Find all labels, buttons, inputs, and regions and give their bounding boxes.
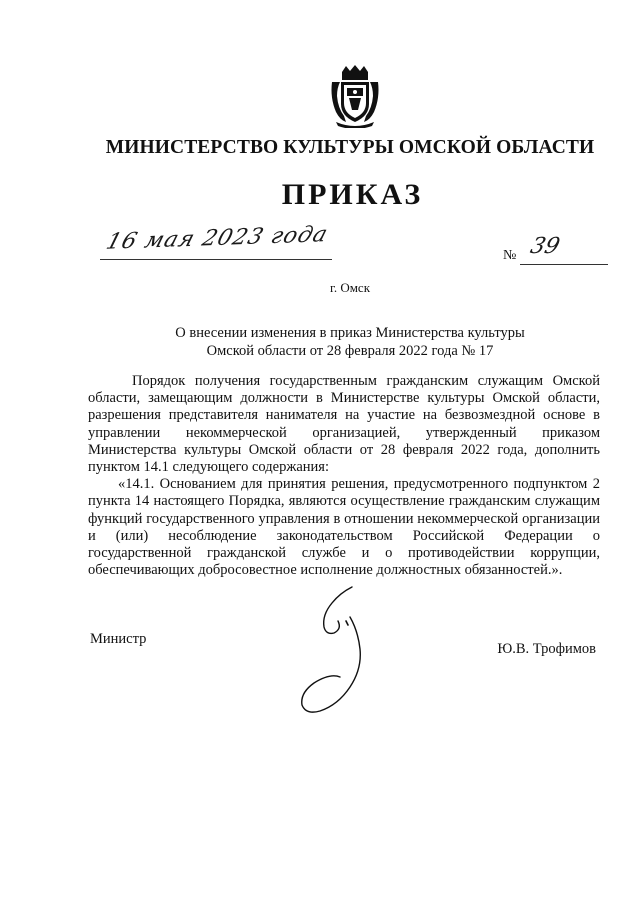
document-type: ПРИКАЗ — [281, 178, 424, 211]
order-subject — [150, 324, 550, 360]
ministry-title: МИНИСТЕРСТВО КУЛЬТУРЫ ОМСКОЙ ОБЛАСТИ — [105, 137, 595, 158]
order-number-label: № — [503, 248, 517, 263]
order-number-handwritten: 39 — [527, 234, 563, 259]
body-paragraph-quote: «14.1. Основанием для принятия решения, предусмотренного подпунктом 2 пункта 14 настоящего Порядка, являются осуществление гражданским служащим функций государственного управления в отношении некоммерческой организации и (или) несоблюдение законодательством Российской Федерации о государственной гражданской службе и о противодействии коррупции, обеспечивающих добросовестное исполнение должностных обязанностей.». — [88, 476, 600, 579]
subject-line: Омской области от 28 февраля 2022 года № 17 — [206, 343, 494, 359]
subject-line: О внесении изменения в приказ Министерства культуры — [175, 325, 525, 341]
order-date-handwritten: 16 мая 2023 года — [103, 222, 332, 255]
signer-position: Министр — [90, 631, 147, 647]
body-paragraph: Порядок получения государственным гражданским служащим Омской области, замещающим должности в Министерстве культуры Омской области, разрешения представителя нанимателя на участие на безвозмездной основе в управлении некоммерческой организацией, утвержденный приказом Министерства культуры Омской области от 28 февраля 2022 года, дополнить пунктом 14.1 следующего содержания: — [88, 373, 600, 476]
city: г. Омск — [329, 280, 371, 295]
number-underline — [520, 264, 608, 265]
signer-name: Ю.В. Трофимов — [497, 641, 596, 657]
order-body — [88, 373, 600, 579]
date-underline — [100, 259, 332, 260]
signature-icon — [296, 583, 388, 723]
coat-of-arms-icon — [328, 64, 382, 128]
